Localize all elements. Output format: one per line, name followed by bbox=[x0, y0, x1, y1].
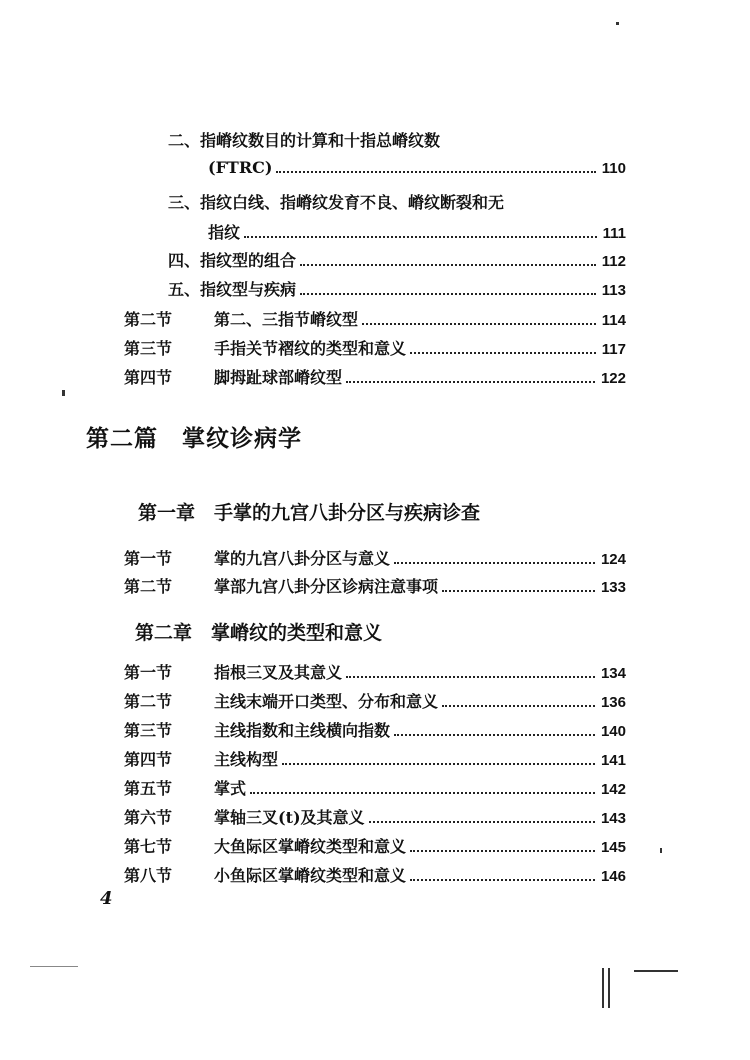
page-number: 114 bbox=[601, 312, 626, 329]
leader-dots bbox=[410, 352, 596, 354]
leader-dots bbox=[442, 590, 595, 592]
page-number: 117 bbox=[601, 341, 626, 358]
toc-section bbox=[124, 863, 626, 886]
toc-section bbox=[124, 718, 626, 741]
toc-entry bbox=[168, 248, 626, 271]
leader-dots bbox=[300, 293, 596, 295]
page-number: 133 bbox=[600, 579, 626, 596]
chapter-title: 第一章 手掌的九宫八卦分区与疾病诊查 bbox=[138, 502, 481, 524]
scan-rule bbox=[602, 968, 604, 1008]
section-title: 主线构型 bbox=[214, 750, 279, 769]
section-number: 第四节 bbox=[124, 368, 173, 387]
toc-section bbox=[124, 834, 626, 857]
section-number: 第二节 bbox=[124, 310, 173, 329]
section-title: 掌部九宫八卦分区诊病注意事项 bbox=[214, 577, 439, 596]
toc-section bbox=[124, 660, 626, 683]
toc-entry-line: 二、指嵴纹数目的计算和十指总嵴纹数 bbox=[168, 131, 441, 150]
page-number: 145 bbox=[600, 839, 626, 856]
scan-rule bbox=[608, 968, 610, 1008]
toc-entry-line: 三、指纹白线、指嵴纹发育不良、嵴纹断裂和无 bbox=[168, 193, 505, 212]
section-title: 掌的九宫八卦分区与意义 bbox=[214, 549, 391, 568]
page-number: 134 bbox=[600, 665, 626, 682]
toc-section bbox=[124, 805, 626, 828]
scan-speck bbox=[62, 390, 65, 396]
leader-dots bbox=[276, 171, 595, 173]
section-number: 第三节 bbox=[124, 721, 173, 740]
section-title: 第二、三指节嵴纹型 bbox=[214, 310, 359, 329]
section-number: 第五节 bbox=[124, 779, 173, 798]
page-folio: 4 bbox=[100, 888, 113, 909]
page-number: 143 bbox=[600, 810, 626, 827]
toc-section bbox=[124, 336, 626, 359]
section-number: 第七节 bbox=[124, 837, 173, 856]
scan-speck bbox=[616, 22, 619, 25]
entry-title: 四、指纹型的组合 bbox=[168, 251, 297, 270]
toc-section bbox=[124, 747, 626, 770]
leader-dots bbox=[300, 264, 596, 266]
scan-rule bbox=[30, 966, 78, 967]
leader-dots bbox=[369, 821, 595, 823]
section-title: 手指关节褶纹的类型和意义 bbox=[214, 339, 407, 358]
leader-dots bbox=[250, 792, 595, 794]
scan-speck bbox=[660, 848, 662, 853]
page-number: 141 bbox=[600, 752, 626, 769]
leader-dots bbox=[394, 562, 595, 564]
leader-dots bbox=[282, 763, 595, 765]
toc-section bbox=[124, 689, 626, 712]
leader-dots bbox=[394, 734, 595, 736]
page-number: 146 bbox=[600, 868, 626, 885]
toc-entry bbox=[208, 158, 626, 177]
toc-section bbox=[124, 574, 626, 597]
section-title: 指根三叉及其意义 bbox=[214, 663, 343, 682]
toc-entry bbox=[168, 277, 626, 300]
section-title: 大鱼际区掌嵴纹类型和意义 bbox=[214, 837, 407, 856]
page-number: 122 bbox=[600, 370, 626, 387]
section-number: 第四节 bbox=[124, 750, 173, 769]
section-number: 第一节 bbox=[124, 549, 173, 568]
leader-dots bbox=[442, 705, 595, 707]
section-number: 第三节 bbox=[124, 339, 173, 358]
section-title: 掌轴三叉(t)及其意义 bbox=[214, 808, 365, 827]
entry-title: (FTRC) bbox=[208, 158, 273, 177]
section-title: 小鱼际区掌嵴纹类型和意义 bbox=[214, 866, 407, 885]
page-number: 124 bbox=[600, 551, 626, 568]
section-number: 第二节 bbox=[124, 577, 173, 596]
page-number: 111 bbox=[602, 225, 626, 242]
part-title: 第二篇 掌纹诊病学 bbox=[86, 425, 302, 452]
entry-title: 五、指纹型与疾病 bbox=[168, 280, 297, 299]
toc-section bbox=[124, 307, 626, 330]
leader-dots bbox=[362, 323, 596, 325]
toc-section bbox=[124, 776, 626, 799]
page-number: 112 bbox=[601, 253, 626, 270]
section-number: 第六节 bbox=[124, 808, 173, 827]
leader-dots bbox=[410, 850, 595, 852]
entry-title: 指纹 bbox=[208, 223, 241, 242]
section-title: 掌式 bbox=[214, 779, 247, 798]
leader-dots bbox=[244, 236, 597, 238]
leader-dots bbox=[410, 879, 595, 881]
leader-dots bbox=[346, 381, 595, 383]
section-title: 主线指数和主线横向指数 bbox=[214, 721, 391, 740]
page-number: 110 bbox=[601, 160, 626, 177]
scan-rule bbox=[634, 970, 678, 972]
toc-section bbox=[124, 546, 626, 569]
page-number: 140 bbox=[600, 723, 626, 740]
section-title: 主线末端开口类型、分布和意义 bbox=[214, 692, 439, 711]
page-number: 136 bbox=[600, 694, 626, 711]
toc-section bbox=[124, 365, 626, 388]
toc-entry bbox=[208, 220, 626, 243]
page-number: 113 bbox=[601, 282, 626, 299]
section-number: 第八节 bbox=[124, 866, 173, 885]
page-number: 142 bbox=[600, 781, 626, 798]
leader-dots bbox=[346, 676, 595, 678]
chapter-title: 第二章 掌嵴纹的类型和意义 bbox=[135, 622, 383, 644]
section-title: 脚拇趾球部嵴纹型 bbox=[214, 368, 343, 387]
section-number: 第一节 bbox=[124, 663, 173, 682]
section-number: 第二节 bbox=[124, 692, 173, 711]
